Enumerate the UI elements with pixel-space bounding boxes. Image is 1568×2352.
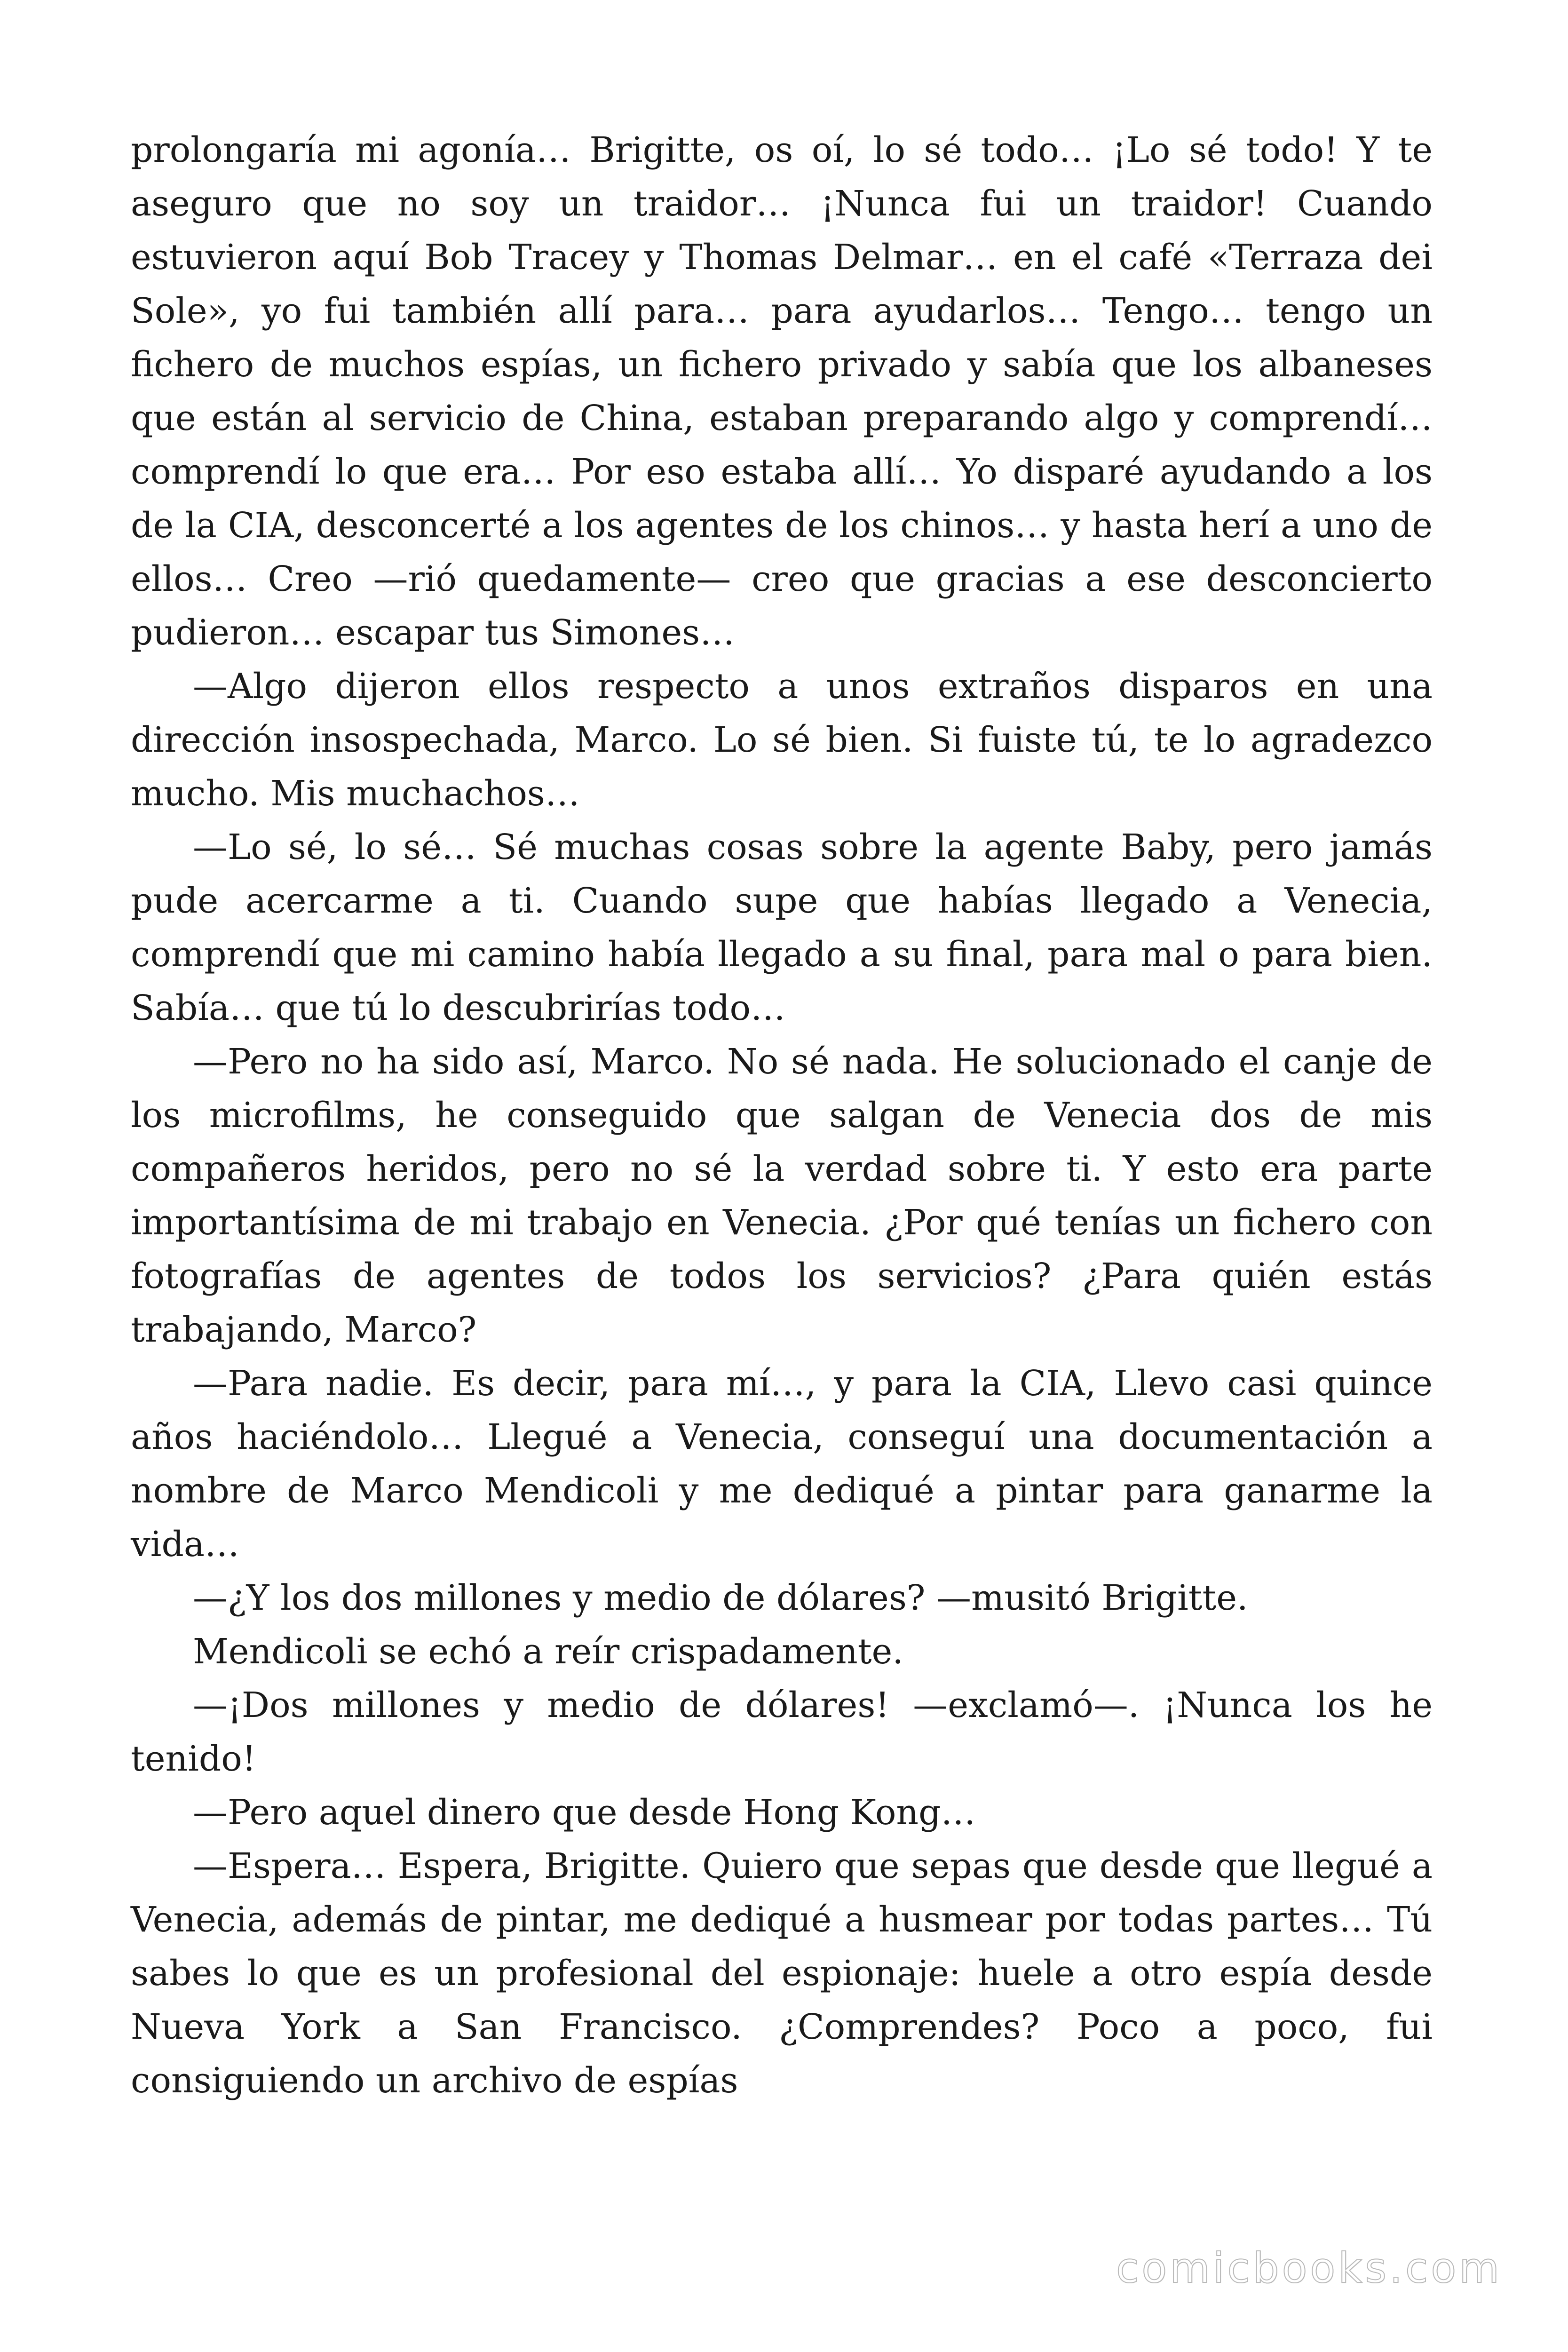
paragraph: —Algo dijeron ellos respecto a unos extraños disparos en una dirección insospechada, Marco. Lo sé bien. Si fuiste tú, te lo agradezco mucho. Mis muchachos… bbox=[131, 666, 1433, 814]
paragraph: —Pero aquel dinero que desde Hong Kong… bbox=[193, 1792, 976, 1833]
paragraph: —¿Y los dos millones y medio de dólares? —musitó Brigitte. bbox=[193, 1578, 1248, 1618]
paragraph: Mendicoli se echó a reír crispadamente. bbox=[193, 1631, 903, 1672]
paragraph: —Para nadie. Es decir, para mí…, y para la CIA, Llevo casi quince años haciéndolo… Llegué a Venecia, conseguí una documentación a nombre de Marco Mendicoli y me dediqué a pintar para ganarme la vida… bbox=[131, 1363, 1433, 1565]
paragraph: —Pero no ha sido así, Marco. No sé nada. He solucionado el canje de los microfilms, he conseguido que salgan de Venecia dos de mis compañeros heridos, pero no sé la verdad sobre ti. Y esto era parte importantísima de mi trabajo en Venecia. ¿Por qué tenías un fichero con fotografías de agentes de todos los servicios? ¿Para quién estás trabajando, Marco? bbox=[131, 1041, 1433, 1350]
paragraph: prolongaría mi agonía… Brigitte, os oí, lo sé todo… ¡Lo sé todo! Y te aseguro que no soy un traidor… ¡Nunca fui un traidor! Cuando estuvieron aquí Bob Tracey y Thomas Delmar… en el café «Terraza dei Sole», yo fui también allí para… para ayudarlos… Tengo… tengo un fichero de muchos espías, un fichero privado y sabía que los albaneses que están al servicio de China, estaban preparando algo y comprendí… comprendí lo que era… Por eso estaba allí… Yo disparé ayudando a los de la CIA, desconcerté a los agentes de los chinos… y hasta herí a uno de ellos… Creo —rió quedamente— creo que gracias a ese desconcierto pudieron… escapar tus Simones… bbox=[131, 130, 1433, 653]
paragraph: —Espera… Espera, Brigitte. Quiero que sepas que desde que llegué a Venecia, además de pintar, me dediqué a husmear por todas partes… Tú sabes lo que es un profesional del espionaje: huele a otro espía desde Nueva York a San Francisco. ¿Comprendes? Poco a poco, fui consiguiendo un archivo de espías bbox=[131, 1846, 1433, 2101]
body-text bbox=[131, 123, 1433, 2107]
paragraph: —¡Dos millones y medio de dólares! —exclamó—. ¡Nunca los he tenido! bbox=[131, 1685, 1433, 1779]
watermark: comicbooks.com bbox=[1116, 2244, 1502, 2292]
paragraph: —Lo sé, lo sé… Sé muchas cosas sobre la agente Baby, pero jamás pude acercarme a ti. Cuando supe que habías llegado a Venecia, comprendí que mi camino había llegado a su final, para mal o para bien. Sabía… que tú lo descubrirías todo… bbox=[131, 827, 1433, 1028]
